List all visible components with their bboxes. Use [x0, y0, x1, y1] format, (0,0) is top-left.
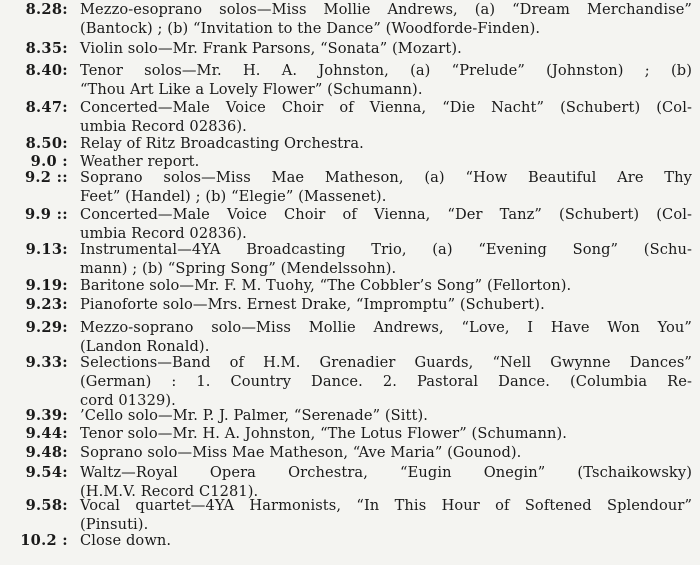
entry-time: 9.0 :	[30, 153, 68, 170]
entry-time: 9.44:	[25, 425, 68, 442]
entry-text: Soprano solo—Miss Mae Matheson, “Ave Maria” (Gounod).	[80, 444, 522, 461]
entry-text-continued: (H.M.V. Record C1281).	[80, 483, 259, 500]
entry-text: Pianoforte solo—Mrs. Ernest Drake, “Impromptu” (Schubert).	[80, 296, 545, 313]
entry-text: Waltz—Royal Opera Orchestra, “Eugin Onegin” (Tschaikowsky)	[80, 464, 692, 481]
entry-text: Relay of Ritz Broadcasting Orchestra.	[80, 135, 364, 152]
entry-text-continued: mann) ; (b) “Spring Song” (Mendelssohn).	[80, 260, 397, 277]
entry-time: 8.50:	[25, 135, 68, 152]
entry-text: Baritone solo—Mr. F. M. Tuohy, “The Cobbler’s Song” (Fellorton).	[80, 277, 572, 294]
entry-time: 10.2 :	[20, 532, 68, 549]
entry-text-continued: (Landon Ronald).	[80, 338, 210, 355]
entry-time: 8.40:	[25, 62, 68, 79]
entry-text: Mezzo-soprano solo—Miss Mollie Andrews, “Love, I Have Won You”	[80, 319, 692, 336]
entry-time: 9.39:	[25, 407, 68, 424]
entry-time: 9.33:	[25, 354, 68, 371]
entry-time: 9.9 ::	[24, 206, 68, 223]
entry-text: Tenor solos—Mr. H. A. Johnston, (a) “Prelude” (Johnston) ; (b)	[80, 62, 692, 79]
entry-text: Instrumental—4YA Broadcasting Trio, (a) “Evening Song” (Schu-	[80, 241, 692, 258]
entry-text-continued: cord 01329).	[80, 392, 176, 409]
entry-text: Violin solo—Mr. Frank Parsons, “Sonata” (Mozart).	[80, 40, 462, 57]
entry-time: 9.48:	[25, 444, 68, 461]
entry-text-continued: umbia Record 02836).	[80, 118, 247, 135]
entry-text-continued: (German) : 1. Country Dance. 2. Pastoral Dance. (Columbia Re-	[80, 373, 692, 390]
entry-time: 9.58:	[25, 497, 68, 514]
entry-time: 8.28:	[25, 1, 68, 18]
entry-time: 9.19:	[25, 277, 68, 294]
entry-time: 9.2 ::	[24, 169, 68, 186]
entry-text-continued: Feet” (Handel) ; (b) “Elegie” (Massenet).	[80, 188, 387, 205]
entry-time: 8.47:	[25, 99, 68, 116]
entry-text: Soprano solos—Miss Mae Matheson, (a) “How Beautiful Are Thy	[80, 169, 692, 186]
entry-text: Concerted—Male Voice Choir of Vienna, “Der Tanz” (Schubert) (Col-	[80, 206, 692, 223]
entry-time: 9.13:	[25, 241, 68, 258]
entry-text: Mezzo-esoprano solos—Miss Mollie Andrews, (a) “Dream Merchandise”	[80, 1, 692, 18]
entry-text-continued: umbia Record 02836).	[80, 225, 247, 242]
entry-text: Weather report.	[80, 153, 200, 170]
entry-time: 9.29:	[25, 319, 68, 336]
entry-text: Concerted—Male Voice Choir of Vienna, “Die Nacht” (Schubert) (Col-	[80, 99, 692, 116]
entry-time: 8.35:	[25, 40, 68, 57]
entry-time: 9.23:	[25, 296, 68, 313]
entry-text: Selections—Band of H.M. Grenadier Guards, “Nell Gwynne Dances”	[80, 354, 692, 371]
entry-text-continued: (Bantock) ; (b) “Invitation to the Dance” (Woodforde-Finden).	[80, 20, 541, 37]
entry-text: Close down.	[80, 532, 172, 549]
entry-text: Vocal quartet—4YA Harmonists, “In This Hour of Softened Splendour”	[80, 497, 692, 514]
entry-text: Tenor solo—Mr. H. A. Johnston, “The Lotus Flower” (Schumann).	[80, 425, 567, 442]
entry-text-continued: (Pinsuti).	[80, 516, 149, 533]
entry-text: ’Cello solo—Mr. P. J. Palmer, “Serenade” (Sitt).	[80, 407, 429, 424]
entry-text-continued: “Thou Art Like a Lovely Flower” (Schumann).	[80, 81, 423, 98]
entry-time: 9.54:	[25, 464, 68, 481]
